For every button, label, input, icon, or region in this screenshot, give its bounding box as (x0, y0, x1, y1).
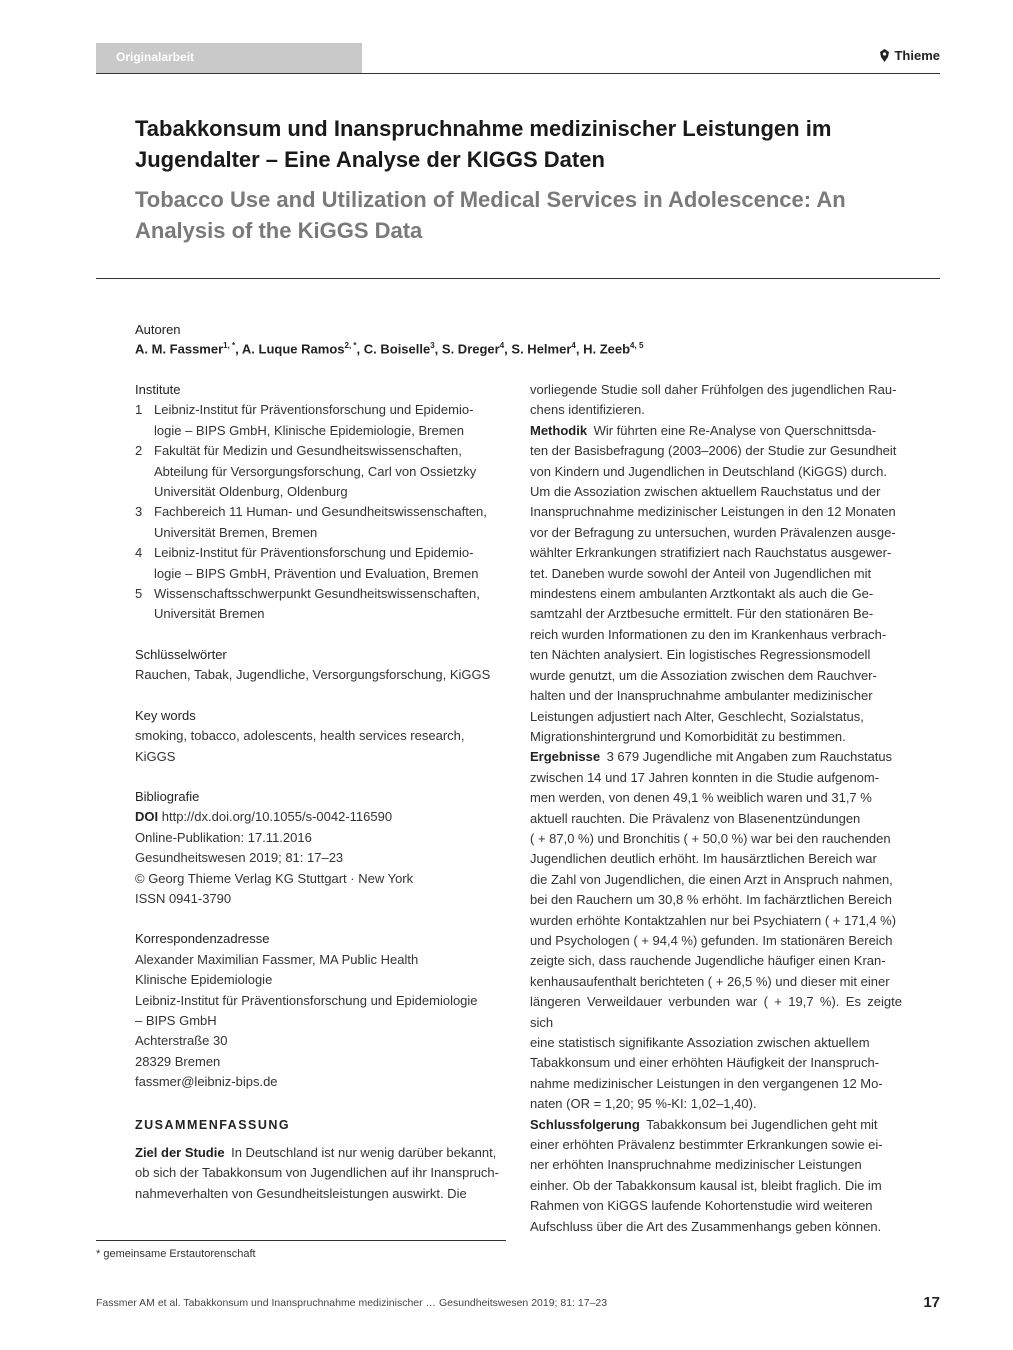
text-line (530, 564, 902, 584)
line-text: einher. Ob der Tabakkonsum kausal ist, bleibt fraglich. Die im (530, 1177, 882, 1193)
address-line: Alexander Maximilian Fassmer, MA Public Health (135, 951, 419, 967)
line-text: ( + 87,0 %) und Bronchitis ( + 50,0 %) war bei den rauchenden (530, 830, 891, 846)
german-title-line: Jugendalter – Eine Analyse der KIGGS Daten (135, 147, 605, 172)
address-line: Klinische Epidemiologie (135, 972, 273, 988)
keywords-de-label: Schlüsselwörter (135, 646, 227, 662)
institute-item (135, 441, 507, 502)
footnote: * gemeinsame Erstautorenschaft (96, 1248, 256, 1260)
line-text: ten Nächten analysiert. Ein logistisches Regressionsmodell (530, 647, 871, 663)
institute-line: Universität Bremen, Bremen (154, 524, 318, 540)
address-line: Achterstraße 30 (135, 1033, 228, 1049)
text-line (530, 523, 902, 543)
institute-item (135, 543, 507, 584)
institute-text (154, 400, 473, 441)
line-text: wählter Erkrankungen stratifiziert nach Rauchstatus ausgewer- (530, 545, 892, 561)
line-text: zwischen 14 und 17 Jahren konnten in die Studie aufgenom- (530, 769, 880, 785)
address-line: fassmer@leibniz-bips.de (135, 1074, 278, 1090)
doi-link[interactable]: http://dx.doi.org/10.1055/s-0042-116590 (161, 809, 393, 825)
text-line (530, 441, 902, 461)
online-publication: Online-Publikation: 17.11.2016 (135, 829, 312, 845)
address-line: 28329 Bremen (135, 1053, 221, 1069)
title-divider (96, 278, 940, 279)
keywords-en-label: Key words (135, 707, 196, 723)
authors-label: Autoren (135, 322, 181, 337)
author-name: A. M. Fassmer (135, 341, 224, 357)
line-text: nahme medizinischer Leistungen in den vergangenen 12 Mo- (530, 1075, 883, 1091)
results-paragraph (530, 747, 902, 1114)
conclusion-label: Schlussfolgerung (530, 1116, 640, 1132)
text-line (530, 1196, 902, 1216)
keywords-en-line: KiGGS (135, 748, 176, 764)
text-line (530, 931, 902, 951)
text-line (530, 1074, 902, 1094)
text-line (530, 809, 902, 829)
address-line: Leibniz-Institut für Präventionsforschung und Epidemiologie (135, 992, 478, 1008)
correspondence-address (135, 950, 507, 1093)
english-title-line: Analysis of the KiGGS Data (135, 218, 423, 243)
issn: ISSN 0941-3790 (135, 890, 232, 906)
line-text: ob sich der Tabakkonsum von Jugendlichen auf ihr Inanspruch- (135, 1165, 499, 1181)
line-text: wurde genutzt, um die Assoziation zwischen dem Rauchver- (530, 667, 877, 683)
line-text: naten (OR = 1,20; 95 %-KI: 1,02–1,40). (530, 1096, 757, 1112)
conclusion-paragraph (530, 1115, 902, 1237)
summary-heading: ZUSAMMENFASSUNG (135, 1117, 291, 1132)
line-text: men werden, von denen 49,1 % weiblich waren und 31,7 % (530, 790, 872, 806)
left-column (135, 380, 507, 1204)
results-label: Ergebnisse (530, 749, 601, 765)
institute-line: logie – BIPS GmbH, Prävention und Evaluation, Bremen (154, 565, 479, 581)
text-line (530, 604, 902, 624)
text-line (530, 1176, 902, 1196)
author-affiliation: 3 (430, 341, 435, 350)
institute-line: logie – BIPS GmbH, Klinische Epidemiologie, Bremen (154, 422, 464, 438)
author-affiliation: 2, * (344, 341, 357, 350)
institute-line: Fakultät für Medizin und Gesundheitswissenschaften, (154, 443, 462, 459)
institute-line: Fachbereich 11 Human- und Gesundheitswissenschaften, (154, 504, 487, 520)
institute-line: Wissenschaftsschwerpunkt Gesundheitswissenschaften, (154, 586, 480, 602)
text-line (530, 686, 902, 706)
text-line (530, 462, 902, 482)
text-line (135, 1143, 507, 1163)
institute-line: Universität Oldenburg, Oldenburg (154, 484, 348, 500)
text-line (530, 666, 902, 686)
institute-text (154, 441, 476, 502)
line-text: Aufschluss über die Art des Zusammenhangs geben können. (530, 1218, 882, 1234)
line-text: vorliegende Studie soll daher Frühfolgen des jugendlichen Rau- (530, 382, 897, 397)
institute-text (154, 502, 487, 543)
text-line (530, 707, 902, 727)
text-line (530, 870, 902, 890)
text-line (530, 849, 902, 869)
doi-label: DOI (135, 809, 159, 825)
text-line (530, 1094, 902, 1114)
text-line (530, 788, 902, 808)
institutes-list (135, 400, 507, 624)
institute-line: Abteilung für Versorgungsforschung, Carl von Ossietzky (154, 463, 477, 479)
line-text: von Kindern und Jugendlichen in Deutschland (KiGGS) durch. (530, 463, 887, 479)
text-line (530, 584, 902, 604)
german-title (135, 113, 925, 175)
text-line (530, 1033, 902, 1053)
text-line (530, 625, 902, 645)
line-text: Migrationshintergrund und Komorbidität zu bestimmen. (530, 728, 846, 744)
institute-line: Leibniz-Institut für Präventionsforschung und Epidemio- (154, 545, 474, 561)
institutes-label: Institute (135, 382, 181, 397)
text-line (135, 1163, 507, 1183)
text-line (530, 1217, 902, 1237)
institute-text (154, 584, 480, 625)
line-text: längeren Verweildauer verbunden war ( + 19,7 %). Es zeigte sich (530, 994, 902, 1030)
line-text: halten und der Inanspruchnahme ambulanter medizinischer (530, 688, 873, 704)
line-text: aktuell rauchten. Die Prävalenz von Blasenentzündungen (530, 810, 861, 826)
line-text: einer erhöhten Prävalenz bestimmter Erkrankungen sowie ei- (530, 1137, 883, 1153)
institute-item (135, 400, 507, 441)
footnote-divider (96, 1240, 506, 1241)
author-list: A. M. Fassmer$^{1, *}$, A. Luque Ramos$^{2, *}$, C. Boiselle$^3$, S. Dreger$^4$, S. Helmer$^4$, H. Zeeb$^{4, 5}$ (135, 341, 644, 357)
doi-line (135, 807, 507, 827)
text-line (530, 911, 902, 931)
line-text: 3 679 Jugendliche mit Angaben zum Rauchstatus (606, 749, 893, 765)
thieme-crest-icon (879, 49, 890, 62)
author-name: A. Luque Ramos (241, 341, 345, 357)
text-line (530, 645, 902, 665)
author-affiliation: 1, * (223, 341, 236, 350)
address-line: – BIPS GmbH (135, 1012, 217, 1028)
text-line (530, 768, 902, 788)
page-number: 17 (923, 1294, 940, 1311)
line-text: ten der Basisbefragung (2003–2006) der Studie zur Gesundheit (530, 443, 897, 459)
line-text: Jugendlichen deutlich erhöht. Im hausärztlichen Bereich war (530, 851, 877, 867)
text-line (530, 400, 902, 420)
journal-citation: Gesundheitswesen 2019; 81: 17–23 (135, 850, 344, 866)
institute-number: 2 (135, 443, 143, 459)
section-tab-label: Originalarbeit (116, 50, 195, 64)
publisher-name: Thieme (894, 48, 940, 63)
aim-label: Ziel der Studie (135, 1145, 225, 1160)
author-affiliation: 4, 5 (630, 341, 644, 350)
text-line (530, 972, 902, 992)
keywords-en-line: smoking, tobacco, adolescents, health services research, (135, 728, 465, 744)
text-line (530, 727, 902, 747)
line-text: Inanspruchnahme medizinischer Leistungen in den 12 Monaten (530, 504, 896, 520)
text-line (530, 482, 902, 502)
line-text: vor der Befragung zu untersuchen, wurden Prävalenzen ausge- (530, 524, 896, 540)
text-line (530, 747, 902, 767)
aim-paragraph-continued (530, 380, 902, 421)
text-line (530, 992, 902, 1033)
line-text: Tabakkonsum und einer erhöhten Häufigkeit der Inanspruch- (530, 1055, 880, 1071)
author-name: S. Helmer (511, 341, 572, 357)
text-line (530, 380, 902, 400)
line-text: chens identifizieren. (530, 402, 645, 418)
institute-number: 5 (135, 586, 143, 602)
text-line (530, 1053, 902, 1073)
line-text: bei den Rauchern um 30,8 % erhöht. Im fachärztlichen Bereich (530, 892, 893, 908)
german-title-line: Tabakkonsum und Inanspruchnahme medizinischer Leistungen im (135, 116, 832, 141)
line-text: und Psychologen ( + 94,4 %) gefunden. Im stationären Bereich (530, 932, 893, 948)
line-text: ner erhöhten Inanspruchnahme medizinischer Leistungen (530, 1157, 862, 1173)
institute-number: 1 (135, 402, 143, 418)
methods-paragraph (530, 421, 902, 748)
correspondence-label: Korrespondenzadresse (135, 931, 270, 947)
institute-number: 4 (135, 545, 143, 561)
methods-label: Methodik (530, 422, 588, 438)
author-affiliation: 4 (499, 341, 505, 350)
text-line (530, 543, 902, 563)
header-divider (96, 73, 940, 74)
author-name: S. Dreger (441, 341, 500, 357)
english-title-line: Tobacco Use and Utilization of Medical Services in Adolescence: An (135, 187, 846, 212)
line-text: eine statistisch signifikante Assoziation zwischen aktuellem (530, 1035, 870, 1050)
aim-paragraph (135, 1143, 507, 1204)
institute-number: 3 (135, 504, 143, 520)
institute-item (135, 502, 507, 543)
text-line (530, 829, 902, 849)
line-text: Wir führten eine Re-Analyse von Querschnittsda- (593, 422, 877, 438)
line-text: kenhausaufenthalt berichteten ( + 26,5 %) und dieser mit einer (530, 973, 890, 989)
line-text: tet. Daneben wurde sowohl der Anteil von Jugendlichen mit (530, 565, 872, 581)
footer-citation: Fassmer AM et al. Tabakkonsum und Inanspruchnahme medizinischer … Gesundheitswesen 2019; 81: 17–23 (96, 1297, 608, 1309)
institute-text (154, 543, 478, 584)
line-text: In Deutschland ist nur wenig darüber bekannt, (231, 1145, 497, 1160)
bibliography-label: Bibliografie (135, 788, 200, 804)
right-column (530, 380, 902, 1237)
line-text: wurden erhöhte Kontaktzahlen nur bei Psychiatern ( + 171,4 %) (530, 912, 897, 928)
institute-line: Universität Bremen (154, 606, 265, 622)
line-text: Leistungen adjustiert nach Alter, Geschlecht, Sozialstatus, (530, 708, 864, 724)
author-name: H. Zeeb (583, 341, 631, 357)
text-line (530, 890, 902, 910)
line-text: zeigte sich, dass rauchende Jugendliche häufiger einen Kran- (530, 953, 886, 969)
section-tab (96, 43, 362, 74)
line-text: samtzahl der Arztbesuche ermittelt. Für den stationären Be- (530, 606, 874, 622)
text-line (530, 1155, 902, 1175)
english-title (135, 184, 925, 246)
text-line (135, 1184, 507, 1204)
text-line (530, 1135, 902, 1155)
text-line (530, 951, 902, 971)
text-line (530, 502, 902, 522)
publisher-logo (879, 48, 940, 63)
line-text: reich wurden Informationen zu den im Krankenhaus verbrach- (530, 626, 887, 642)
author-name: C. Boiselle (363, 341, 431, 357)
line-text: Rahmen von KiGGS laufende Kohortenstudie wird weiteren (530, 1198, 873, 1214)
institute-item (135, 584, 507, 625)
text-line (530, 1115, 902, 1135)
line-text: Tabakkonsum bei Jugendlichen geht mit (646, 1116, 878, 1132)
copyright: © Georg Thieme Verlag KG Stuttgart · New York (135, 870, 414, 886)
line-text: nahmeverhalten von Gesundheitsleistungen auswirkt. Die (135, 1185, 467, 1201)
text-line (530, 421, 902, 441)
line-text: mindestens einem ambulanten Arztkontakt als auch die Ge- (530, 586, 874, 602)
line-text: die Zahl von Jugendlichen, die einen Arzt in Anspruch nahmen, (530, 871, 893, 887)
keywords-de-text: Rauchen, Tabak, Jugendliche, Versorgungsforschung, KiGGS (135, 667, 491, 683)
author-affiliation: 4 (571, 341, 576, 350)
institute-line: Leibniz-Institut für Präventionsforschung und Epidemio- (154, 402, 474, 418)
line-text: Um die Assoziation zwischen aktuellem Rauchstatus und der (530, 484, 881, 500)
